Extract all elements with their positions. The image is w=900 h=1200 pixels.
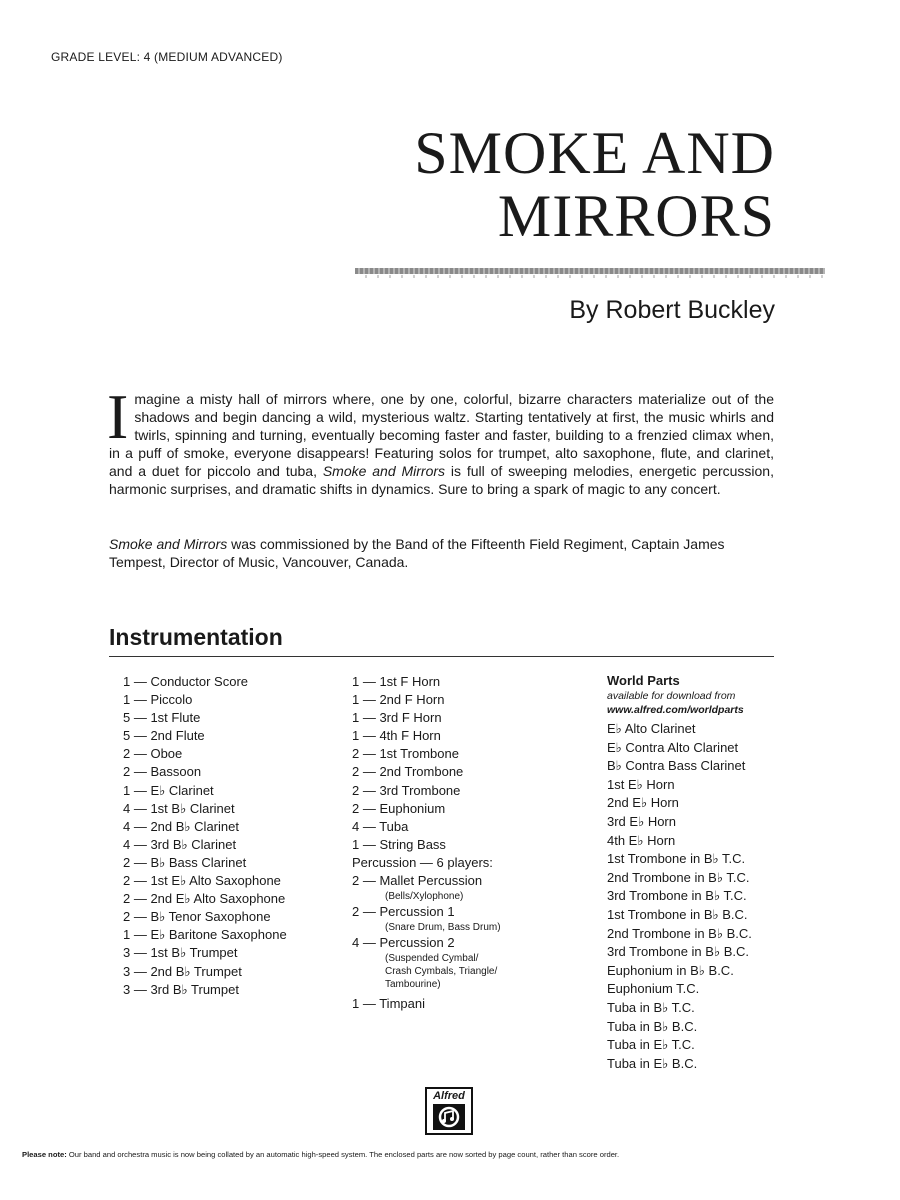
world-part-item: Tuba in B♭ B.C. xyxy=(607,1018,698,1034)
instrument-item: 4 — Percussion 2 xyxy=(352,935,455,951)
world-part-item: Tuba in E♭ T.C. xyxy=(607,1037,695,1053)
instrument-item: 1 — Piccolo xyxy=(123,692,193,708)
instrument-note: (Suspended Cymbal/ xyxy=(385,953,479,965)
instrument-item: 1 — 4th F Horn xyxy=(352,728,441,744)
instrument-list-column-1 xyxy=(123,673,287,999)
instrument-item: 1 — E♭ Clarinet xyxy=(123,782,214,798)
grade-level: GRADE LEVEL: 4 (MEDIUM ADVANCED) xyxy=(51,50,283,64)
world-part-item: 3rd E♭ Horn xyxy=(607,813,676,829)
alfred-music-icon xyxy=(433,1104,465,1130)
instrument-item: 1 — 1st F Horn xyxy=(352,674,441,689)
author-credit: By Robert Buckley xyxy=(569,296,775,324)
world-part-item: 1st Trombone in B♭ T.C. xyxy=(607,851,746,867)
world-part-item: Tuba in B♭ T.C. xyxy=(607,999,695,1015)
instrument-item: 1 — E♭ Baritone Saxophone xyxy=(123,927,287,943)
instrument-item: 2 — 2nd E♭ Alto Saxophone xyxy=(123,891,286,907)
drop-cap: I xyxy=(107,381,129,452)
title-divider xyxy=(355,268,825,274)
world-part-item: 2nd Trombone in B♭ T.C. xyxy=(607,869,750,885)
instrument-item: 1 — Conductor Score xyxy=(123,674,249,689)
percussion-heading: Percussion — 6 players: xyxy=(352,854,493,870)
world-parts-section xyxy=(607,672,752,1073)
world-part-item: E♭ Alto Clarinet xyxy=(607,721,696,736)
instrument-list-column-2 xyxy=(352,673,501,1013)
world-part-item: 2nd E♭ Horn xyxy=(607,795,679,811)
title-line-2: MIRRORS xyxy=(497,183,775,249)
instrumentation-divider xyxy=(109,656,774,657)
instrument-item: 4 — 2nd B♭ Clarinet xyxy=(123,818,239,834)
world-parts-title: World Parts xyxy=(607,673,680,688)
instrument-item: 2 — B♭ Bass Clarinet xyxy=(123,854,247,870)
instrument-item: 5 — 1st Flute xyxy=(123,710,201,726)
instrument-item: 3 — 3rd B♭ Trumpet xyxy=(123,981,239,997)
world-part-item: B♭ Contra Bass Clarinet xyxy=(607,758,746,774)
instrument-note: (Bells/Xylophone) xyxy=(385,891,464,903)
world-parts-subtitle: available for download from xyxy=(607,690,736,702)
world-part-item: 3rd Trombone in B♭ B.C. xyxy=(607,944,749,960)
instrument-item: 4 — Tuba xyxy=(352,818,409,834)
instrument-item: 2 — 1st E♭ Alto Saxophone xyxy=(123,873,281,889)
instrument-item: 5 — 2nd Flute xyxy=(123,728,205,744)
title-divider-dots xyxy=(355,275,825,278)
instrument-note: Tambourine) xyxy=(385,979,441,991)
alfred-logo xyxy=(425,1087,473,1135)
commission-title-italic: Smoke and Mirrors xyxy=(109,536,228,552)
instrument-item: 2 — Percussion 1 xyxy=(352,904,455,920)
world-part-item: 4th E♭ Horn xyxy=(607,832,676,848)
instrument-item: 1 — Timpani xyxy=(352,996,425,1012)
instrument-note: (Snare Drum, Bass Drum) xyxy=(385,922,501,934)
world-part-item: 1st E♭ Horn xyxy=(607,776,675,792)
collation-note-text: Our band and orchestra music is now being collated by an automatic high-speed system. The enclosed parts are now sorted by page count, rather than score order. xyxy=(66,1150,620,1159)
collation-note xyxy=(22,1150,878,1160)
world-part-item: 1st Trombone in B♭ B.C. xyxy=(607,906,748,922)
world-part-item: Tuba in E♭ B.C. xyxy=(607,1055,698,1071)
instrument-item: 2 — Oboe xyxy=(123,746,183,762)
instrument-item: 2 — Euphonium xyxy=(352,800,446,816)
instrument-item: 2 — 1st Trombone xyxy=(352,746,459,762)
world-part-item: E♭ Contra Alto Clarinet xyxy=(607,739,739,755)
commission-text: was commissioned by the Band of the Fifteenth Field Regiment, Captain James Tempest, Director of Music, Vancouver, Canada. xyxy=(109,536,725,570)
instrumentation-heading: Instrumentation xyxy=(109,624,283,650)
alfred-logo-text: Alfred xyxy=(433,1090,465,1102)
instrument-note: Crash Cymbals, Triangle/ xyxy=(385,966,498,978)
world-part-item: 2nd Trombone in B♭ B.C. xyxy=(607,925,752,941)
world-parts-link[interactable]: www.alfred.com/worldparts xyxy=(607,704,744,716)
title-line-1: SMOKE AND xyxy=(414,120,775,186)
instrument-item: 4 — 1st B♭ Clarinet xyxy=(123,800,235,816)
intro-paragraph xyxy=(107,381,774,498)
intro-text-end: is full of sweeping melodies, energetic percussion, harmonic surprises, and dramatic shifts in dynamics. Sure to bring a spark of magic to any concert. xyxy=(109,463,774,497)
commission-paragraph xyxy=(109,535,774,571)
instrument-item: 2 — Bassoon xyxy=(123,764,202,780)
instrument-item: 2 — Mallet Percussion xyxy=(352,873,483,889)
instrument-item: 2 — 2nd Trombone xyxy=(352,764,464,780)
intro-title-italic: Smoke and Mirrors xyxy=(322,463,446,479)
world-part-item: 3rd Trombone in B♭ T.C. xyxy=(607,888,747,904)
instrument-item: 2 — B♭ Tenor Saxophone xyxy=(123,909,271,925)
collation-note-label: Please note: xyxy=(22,1150,67,1159)
instrument-item: 3 — 2nd B♭ Trumpet xyxy=(123,963,242,979)
page-title xyxy=(414,122,775,248)
instrument-item: 4 — 3rd B♭ Clarinet xyxy=(123,836,237,852)
intro-text: magine a misty hall of mirrors where, one by one, colorful, bizarre characters materialize out of the shadows and begin dancing a wild, mysterious waltz. Starting tentatively at first, the music whirls and twirls, spinning and turning, eventually becoming faster and faster, building to a frenzied climax when, in a puff of smoke, everyone disappears! Featuring solos for trumpet, alto saxophone, flute, and clarinet, and a duet for piccolo and tuba, xyxy=(109,391,774,479)
instrument-item: 1 — 2nd F Horn xyxy=(352,692,445,708)
world-parts-list xyxy=(607,720,752,1073)
instrument-item: 1 — String Bass xyxy=(352,836,446,852)
instrument-item: 1 — 3rd F Horn xyxy=(352,710,442,726)
world-part-item: Euphonium T.C. xyxy=(607,981,700,997)
world-part-item: Euphonium in B♭ B.C. xyxy=(607,962,734,978)
instrument-item: 2 — 3rd Trombone xyxy=(352,782,461,798)
instrument-item: 3 — 1st B♭ Trumpet xyxy=(123,945,238,961)
